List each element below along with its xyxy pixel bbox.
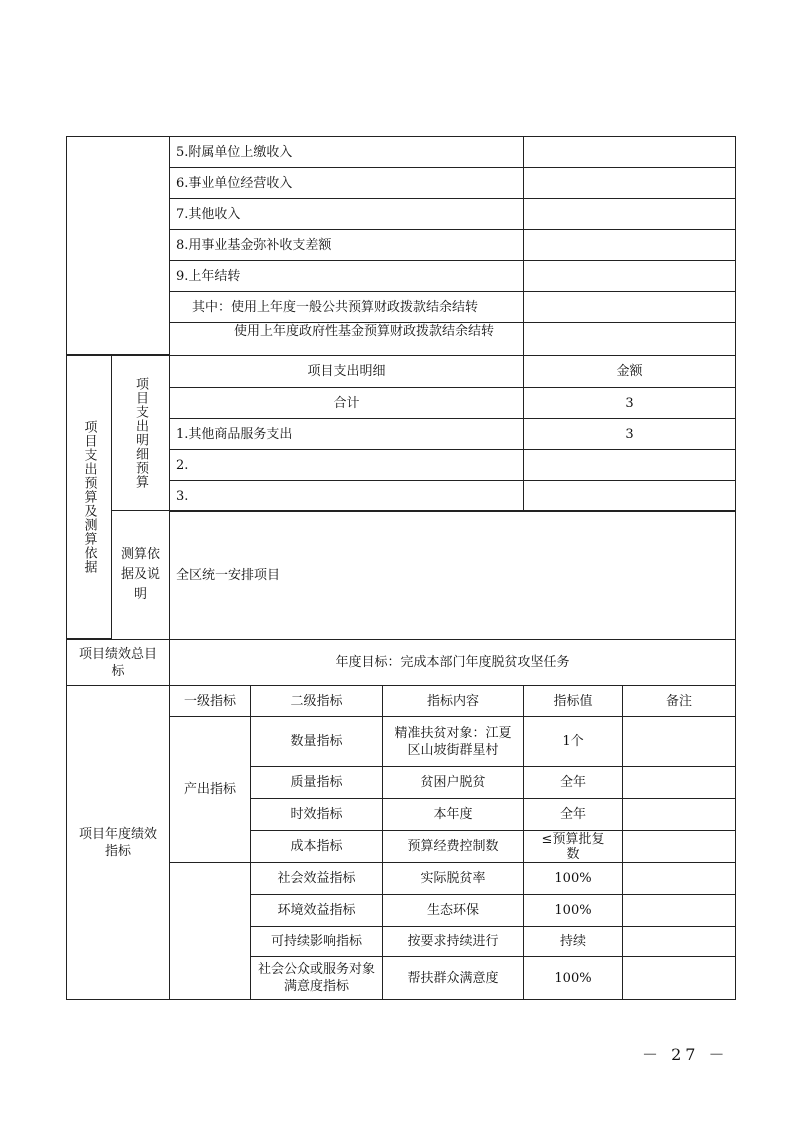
expense-section-label: 项目支出预算及测算依据 [66,355,112,639]
indicator-level2: 可持续影响指标 [250,926,383,957]
indicator-value: ≤预算批复数 [523,830,623,863]
goal-text: 年度目标：完成本部门年度脱贫攻坚任务 [169,639,736,686]
indicator-group-output: 产出指标 [169,716,251,863]
indicator-level2: 时效指标 [250,798,383,831]
indicator-content: 预算经费控制数 [382,830,524,863]
col-header-level2: 二级指标 [250,685,383,717]
col-header-level1: 一级指标 [169,685,251,717]
indicator-note [622,716,736,767]
income-row: 8.用事业基金弥补收支差额 [169,229,524,261]
goal-label: 项目绩效总目标 [66,639,170,686]
indicator-value: 全年 [523,798,623,831]
col-header-note: 备注 [622,685,736,717]
income-row: 9.上年结转 [169,260,524,292]
indicator-note [622,830,736,863]
indicator-level2: 数量指标 [250,716,383,767]
expense-item-amount [523,480,736,512]
indicator-group-effect [169,862,251,1000]
indicator-note [622,956,736,1000]
income-value [523,229,736,261]
indicator-content: 精准扶贫对象：江夏区山坡街群星村 [382,716,524,767]
expense-item-amount [523,449,736,481]
performance-label: 项目年度绩效指标 [66,685,170,1000]
indicator-level2: 社会公众或服务对象满意度指标 [250,956,383,1000]
income-row: 其中：使用上年度一般公共预算财政拨款结余结转 [169,291,524,323]
indicator-value: 100% [523,894,623,927]
indicator-note [622,894,736,927]
indicator-content: 按要求持续进行 [382,926,524,957]
income-left-blank [66,136,170,355]
indicator-value: 1个 [523,716,623,767]
income-row: 5.附属单位上缴收入 [169,136,524,168]
indicator-level2: 环境效益指标 [250,894,383,927]
income-value [523,167,736,199]
indicator-value: 100% [523,862,623,895]
income-value [523,136,736,168]
indicator-note [622,766,736,799]
indicator-note [622,926,736,957]
page-number: － 27 － [642,1045,729,1064]
income-row: 7.其他收入 [169,198,524,230]
expense-detail-header: 项目支出明细 [169,355,524,388]
expense-total-amount: 3 [523,387,736,419]
basis-text: 全区统一安排项目 [169,510,736,640]
income-value [523,322,736,356]
indicator-content: 生态环保 [382,894,524,927]
expense-amount-header: 金额 [523,355,736,388]
income-row: 6.事业单位经营收入 [169,167,524,199]
basis-label: 测算依据及说明 [111,510,170,640]
expense-item: 3. [169,480,524,512]
indicator-value: 100% [523,956,623,1000]
income-value [523,260,736,292]
indicator-content: 本年度 [382,798,524,831]
col-header-content: 指标内容 [382,685,524,717]
col-header-value: 指标值 [523,685,623,717]
indicator-level2: 质量指标 [250,766,383,799]
indicator-content: 贫困户脱贫 [382,766,524,799]
expense-item-amount: 3 [523,418,736,450]
indicator-note [622,798,736,831]
income-row: 使用上年度政府性基金预算财政拨款结余结转 [169,322,524,356]
indicator-content: 实际脱贫率 [382,862,524,895]
income-value [523,291,736,323]
indicator-content: 帮扶群众满意度 [382,956,524,1000]
indicator-level2: 社会效益指标 [250,862,383,895]
expense-detail-label: 项目支出明细预算 [111,355,170,511]
expense-item: 2. [169,449,524,481]
expense-total-label: 合计 [169,387,524,419]
indicator-value: 持续 [523,926,623,957]
indicator-note [622,862,736,895]
income-value [523,198,736,230]
expense-item: 1.其他商品服务支出 [169,418,524,450]
indicator-value: 全年 [523,766,623,799]
indicator-level2: 成本指标 [250,830,383,863]
